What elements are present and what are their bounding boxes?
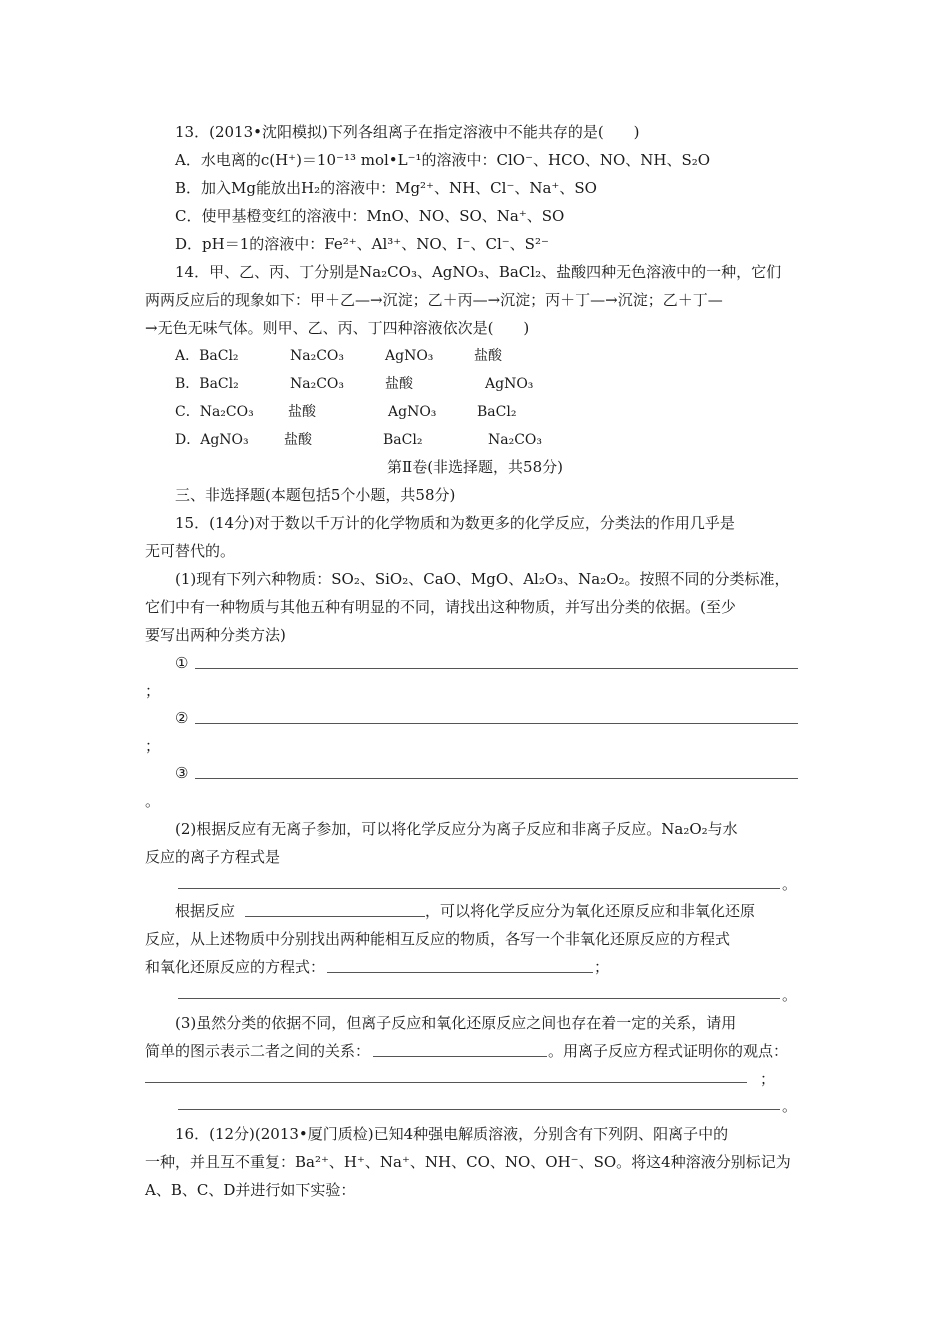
answer-blank-2[interactable] — [195, 723, 798, 724]
semicolon-4: ； — [760, 1070, 776, 1088]
q15-part3-line2a: 简单的图示表示二者之间的关系： — [145, 1042, 371, 1060]
q14-stem-line1: 14．甲、乙、丙、丁分别是Na₂CO₃、AgNO₃、BaCl₂、盐酸四种无色溶液中的一种，它们 — [175, 263, 782, 281]
q15-part1-line1: (1)现有下列六种物质：SO₂、SiO₂、CaO、MgO、Al₂O₃、Na₂O₂。按照不同的分类标准， — [175, 570, 790, 588]
period-1: 。 — [145, 792, 161, 810]
answer-blank-1[interactable] — [195, 668, 798, 669]
q14-option-d-c2: BaCl₂ — [383, 432, 423, 448]
q14-option-c-label: C．Na₂CO₃ — [175, 404, 254, 420]
q14-option-b-c1: Na₂CO₃ — [290, 376, 345, 392]
q16-line2: 一种，并且互不重复：Ba²⁺、H⁺、Na⁺、NH、CO、NO、OH⁻、SO。将这4种溶液分别标记为 — [145, 1153, 791, 1171]
q15-part2-line5: 和氧化还原反应的方程式： — [145, 958, 326, 976]
answer-blank-criterion[interactable] — [245, 916, 425, 917]
answer-blank-redox[interactable] — [178, 998, 780, 999]
q14-option-c-c2: AgNO₃ — [388, 404, 437, 420]
q15-part1-line3: 要写出两种分类方法) — [145, 626, 286, 644]
q13-stem: 13．(2013•沈阳模拟)下列各组离子在指定溶液中不能共存的是( ) — [175, 123, 640, 141]
q16-line1: 16．(12分)(2013•厦门质检)已知4种强电解质溶液，分别含有下列阴、阳离子中的 — [175, 1125, 729, 1143]
q15-intro-line1: 15．(14分)对于数以千万计的化学物质和为数更多的化学反应，分类法的作用几乎是 — [175, 514, 735, 532]
answer-marker-3: ③ — [175, 764, 189, 782]
q15-part3-line2b: 。用离子反应方程式证明你的观点： — [548, 1042, 789, 1060]
q14-option-b-c3: AgNO₃ — [485, 376, 534, 392]
q14-option-a-c2: AgNO₃ — [385, 348, 434, 364]
q14-option-d-c1: 盐酸 — [284, 432, 312, 448]
q14-option-b-c2: 盐酸 — [385, 376, 413, 392]
q13-option-a: A．水电离的c(H⁺)＝10⁻¹³ mol•L⁻¹的溶液中：ClO⁻、HCO、NO、NH、S₂O — [175, 151, 711, 169]
q14-stem-line2: 两两反应后的现象如下：甲＋乙—→沉淀；乙＋丙—→沉淀；丙＋丁—→沉淀；乙＋丁— — [145, 291, 723, 309]
q15-part1-line2: 它们中有一种物质与其他五种有明显的不同，请找出这种物质，并写出分类的依据。(至少 — [145, 598, 736, 616]
answer-marker-2: ② — [175, 709, 189, 727]
q15-part2-line3a: 根据反应 — [175, 902, 236, 920]
answer-blank-proof-1[interactable] — [145, 1082, 747, 1083]
q14-stem-line3: →无色无味气体。则甲、乙、丙、丁四种溶液依次是( ) — [145, 319, 530, 337]
q14-option-c-c1: 盐酸 — [288, 404, 316, 420]
period-2: 。 — [782, 875, 798, 893]
q14-option-a-c3: 盐酸 — [474, 348, 502, 364]
q14-option-a-label: A．BaCl₂ — [175, 348, 239, 364]
q15-intro-line2: 无可替代的。 — [145, 542, 236, 560]
q15-part2-line2: 反应的离子方程式是 — [145, 848, 281, 866]
answer-blank-non-redox[interactable] — [327, 972, 593, 973]
q13-option-c: C．使甲基橙变红的溶液中：MnO、NO、SO、Na⁺、SO — [175, 207, 565, 225]
semicolon-2: ； — [145, 737, 161, 755]
section-title: 第Ⅱ卷(非选择题，共58分) — [387, 458, 563, 476]
section-heading: 三、非选择题(本题包括5个小题，共58分) — [175, 486, 456, 504]
q13-option-d: D．pH＝1的溶液中：Fe²⁺、Al³⁺、NO、I⁻、Cl⁻、S²⁻ — [175, 235, 549, 253]
q14-option-d-label: D．AgNO₃ — [175, 432, 249, 448]
q16-line3: A、B、C、D并进行如下实验： — [145, 1181, 356, 1199]
period-3: 。 — [782, 986, 798, 1004]
answer-marker-1: ① — [175, 654, 189, 672]
q14-option-a-c1: Na₂CO₃ — [290, 348, 345, 364]
q15-part2-line1: (2)根据反应有无离子参加，可以将化学反应分为离子反应和非离子反应。Na₂O₂与水 — [175, 820, 738, 838]
answer-blank-proof-2[interactable] — [178, 1109, 780, 1110]
q15-part2-line4: 反应，从上述物质中分别找出两种能相互反应的物质，各写一个非氧化还原反应的方程式 — [145, 930, 731, 948]
semicolon-3: ； — [594, 958, 610, 976]
semicolon-1: ； — [145, 682, 161, 700]
answer-blank-ionic-equation[interactable] — [178, 888, 780, 889]
q14-option-d-c3: Na₂CO₃ — [488, 432, 543, 448]
q14-option-c-c3: BaCl₂ — [477, 404, 517, 420]
answer-blank-diagram[interactable] — [373, 1056, 547, 1057]
q15-part3-line1: (3)虽然分类的依据不同，但离子反应和氧化还原反应之间也存在着一定的关系，请用 — [175, 1014, 737, 1032]
q15-part2-line3b: ，可以将化学反应分为氧化还原反应和非氧化还原 — [425, 902, 756, 920]
answer-blank-3[interactable] — [195, 778, 798, 779]
q14-option-b-label: B．BaCl₂ — [175, 376, 239, 392]
q13-option-b: B．加入Mg能放出H₂的溶液中：Mg²⁺、NH、Cl⁻、Na⁺、SO — [175, 179, 597, 197]
period-4: 。 — [782, 1097, 798, 1115]
